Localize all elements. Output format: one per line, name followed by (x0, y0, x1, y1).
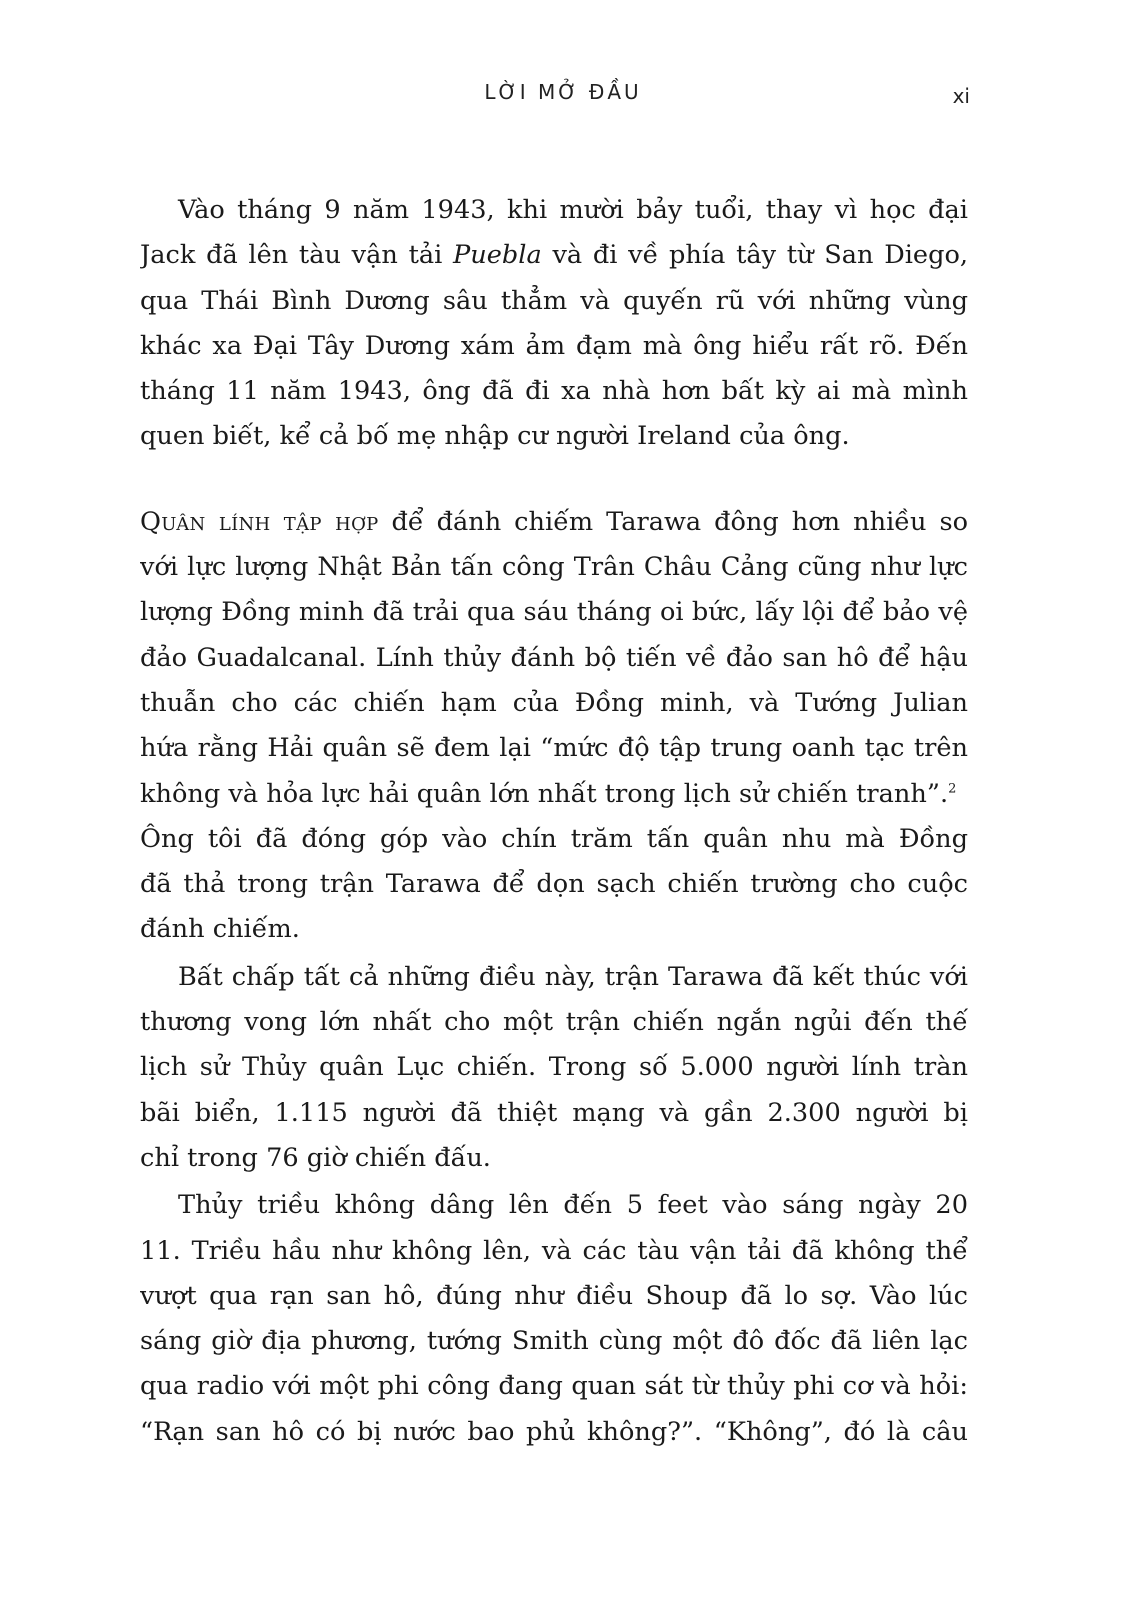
running-title: LỜI MỞ ĐẦU (484, 80, 642, 104)
text-line: hứa rằng Hải quân sẽ đem lại “mức độ tập trung oanh tạc trên (140, 733, 968, 764)
paragraph-4 (140, 1183, 968, 1455)
text-line: thuẫn cho các chiến hạm của Đồng minh, và Tướng Julian (140, 687, 968, 718)
smallcaps-lead: Quân lính tập hợp (140, 506, 379, 537)
text-line: “Rạn san hô có bị nước bao phủ không?”. “Không”, đó là câu (140, 1416, 968, 1447)
text-line: tháng 11 năm 1943, ông đã đi xa nhà hơn bất kỳ ai mà mình (140, 376, 968, 407)
text-line: qua radio với một phi công đang quan sát từ thủy phi cơ và hỏi: (140, 1371, 968, 1402)
section-break (140, 460, 968, 500)
text-line: đã thả trong trận Tarawa để dọn sạch chiến trường cho cuộc (140, 869, 968, 900)
text-line: Ông tôi đã đóng góp vào chín trăm tấn quân nhu mà Đồng (140, 823, 968, 854)
text-segment: Jack đã lên tàu vận tải (140, 240, 443, 271)
text-line: Vào tháng 9 năm 1943, khi mười bảy tuổi, thay vì học đại (178, 195, 968, 225)
text-line: đánh chiếm. (140, 914, 300, 945)
text-line: vượt qua rạn san hô, đúng như điều Shoup đã lo sợ. Vào lúc (140, 1280, 968, 1311)
text-line: quen biết, kể cả bố mẹ nhập cư người Ireland của ông. (140, 421, 850, 452)
text-line: lịch sử Thủy quân Lục chiến. Trong số 5.000 người lính tràn (140, 1052, 968, 1083)
text-line: sáng giờ địa phương, tướng Smith cùng một đô đốc đã liên lạc (140, 1326, 968, 1357)
paragraph-1 (140, 188, 968, 460)
text-line: Thủy triều không dâng lên đến 5 feet vào sáng ngày 20 (178, 1190, 968, 1221)
paragraph-2 (140, 500, 968, 953)
text-line (140, 772, 968, 817)
footnote-ref[interactable]: 2 (948, 781, 957, 797)
text-segment: và đi về phía tây từ San Diego, (552, 240, 968, 271)
text-line: chỉ trong 76 giờ chiến đấu. (140, 1142, 491, 1173)
text-line (140, 233, 968, 278)
page-number: xi (952, 84, 970, 108)
ship-name-italic: Puebla (453, 240, 542, 271)
text-segment: để đánh chiếm Tarawa đông hơn nhiều so (391, 506, 968, 537)
text-line: với lực lượng Nhật Bản tấn công Trân Châu Cảng cũng như lực (140, 552, 968, 583)
paragraph-3 (140, 955, 968, 1181)
text-line (140, 500, 968, 545)
text-segment: không và hỏa lực hải quân lớn nhất trong lịch sử chiến tranh”. (140, 778, 949, 809)
text-line: thương vong lớn nhất cho một trận chiến ngắn ngủi đến thế (140, 1007, 968, 1038)
text-line: bãi biển, 1.115 người đã thiệt mạng và gần 2.300 người bị (140, 1097, 968, 1128)
text-line: 11. Triều hầu như không lên, và các tàu vận tải đã không thể (140, 1235, 968, 1266)
text-line: khác xa Đại Tây Dương xám ảm đạm mà ông hiểu rất rõ. Đến (140, 330, 968, 361)
body-text (140, 188, 968, 1455)
text-line: qua Thái Bình Dương sâu thẳm và quyến rũ với những vùng (140, 285, 968, 316)
text-line: đảo Guadalcanal. Lính thủy đánh bộ tiến về đảo san hô để hậu (140, 642, 968, 673)
text-line: Bất chấp tất cả những điều này, trận Tarawa đã kết thúc với (178, 961, 968, 992)
text-line: lượng Đồng minh đã trải qua sáu tháng oi bức, lấy lội để bảo vệ (140, 597, 968, 628)
